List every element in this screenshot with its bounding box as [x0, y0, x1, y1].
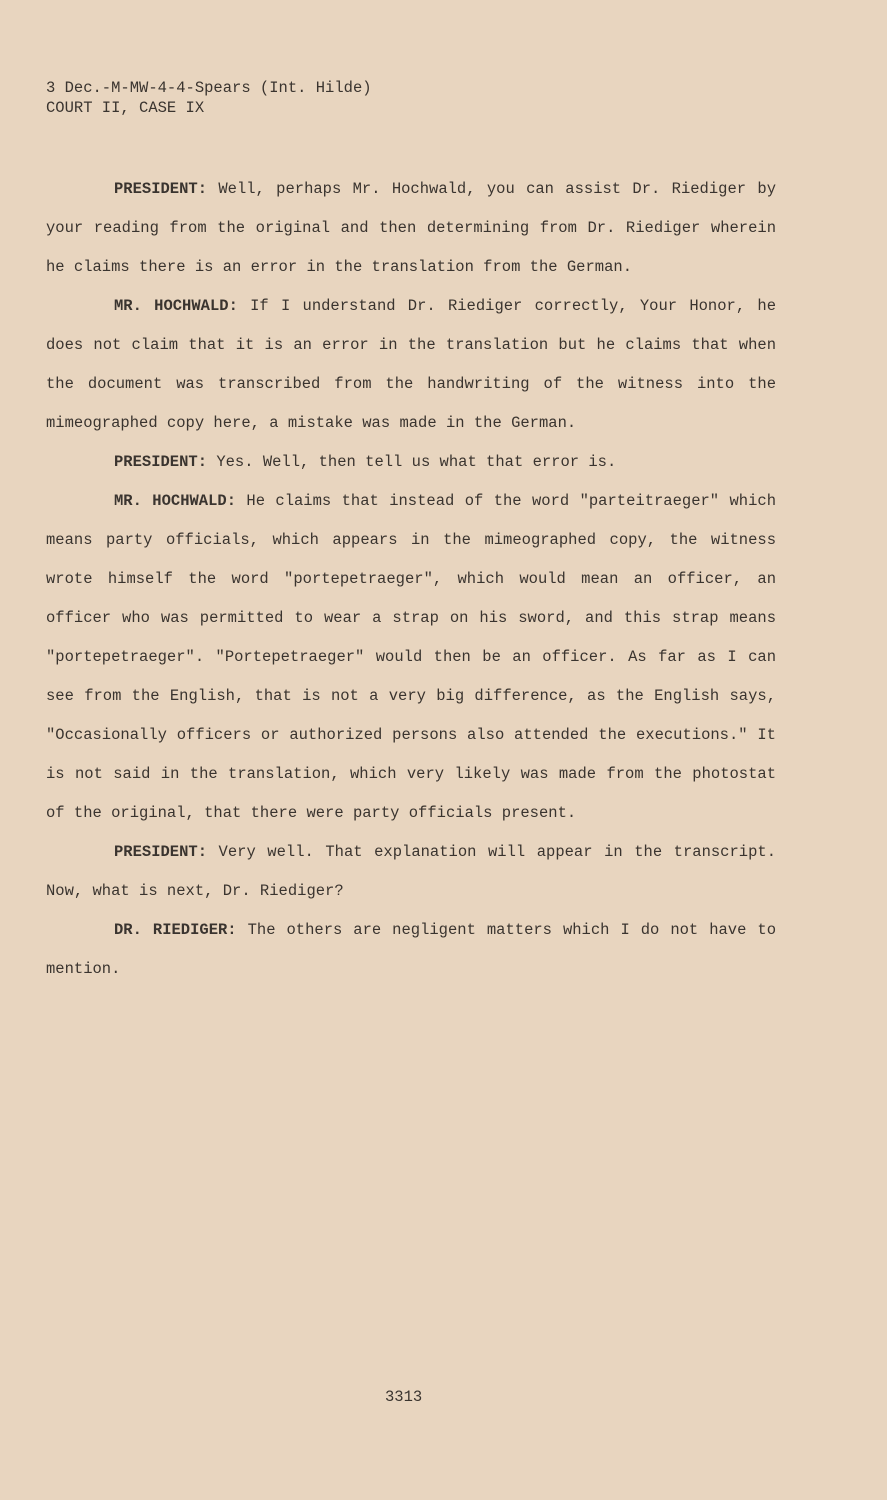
paragraph	[46, 911, 776, 989]
speech: Yes. Well, then tell us what that error is.	[207, 453, 617, 471]
paragraph	[46, 482, 776, 833]
speech: The others are negligent matters which I do not have to mention.	[46, 921, 776, 978]
speaker: MR. HOCHWALD:	[114, 492, 237, 510]
speech: Well, perhaps Mr. Hochwald, you can assist Dr. Riediger by your reading from the original and then determining from Dr. Riediger wherein he claims there is an error in the translation from the German.	[46, 180, 776, 276]
speaker: PRESIDENT:	[114, 843, 208, 861]
speaker: PRESIDENT:	[114, 180, 208, 198]
page-number: 3313	[385, 1388, 423, 1406]
header-line-1: 3 Dec.-M-MW-4-4-Spears (Int. Hilde)	[46, 79, 372, 97]
header-line-2: COURT II, CASE IX	[46, 99, 205, 117]
speaker: DR. RIEDIGER:	[114, 921, 237, 939]
speech: He claims that instead of the word "parteitraeger" which means party officials, which appears in the mimeographed copy, the witness wrote himself the word "portepetraeger", which would mean an officer, an officer who was permitted to wear a strap on his sword, and this strap means "portepetraeger". "Portepetraeger" would then be an officer. As far as I can see from the English, that is not a very big difference, as the English says, "Occasionally officers or authorized persons also attended the executions." It is not said in the translation, which very likely was made from the photostat of the original, that there were party officials present.	[46, 492, 777, 822]
paragraph	[46, 287, 776, 443]
paragraph	[46, 443, 776, 482]
transcript-body	[46, 170, 776, 989]
speaker: PRESIDENT:	[114, 453, 208, 471]
speaker: MR. HOCHWALD:	[114, 297, 238, 315]
speech: If I understand Dr. Riediger correctly, Your Honor, he does not claim that it is an error in the translation but he claims that when the document was transcribed from the handwriting of the witness into the mimeographed copy here, a mistake was made in the German.	[46, 297, 776, 432]
paragraph	[46, 170, 776, 287]
header	[46, 78, 372, 118]
paragraph	[46, 833, 776, 911]
speech: Very well. That explanation will appear in the transcript. Now, what is next, Dr. Riediger?	[46, 843, 776, 900]
